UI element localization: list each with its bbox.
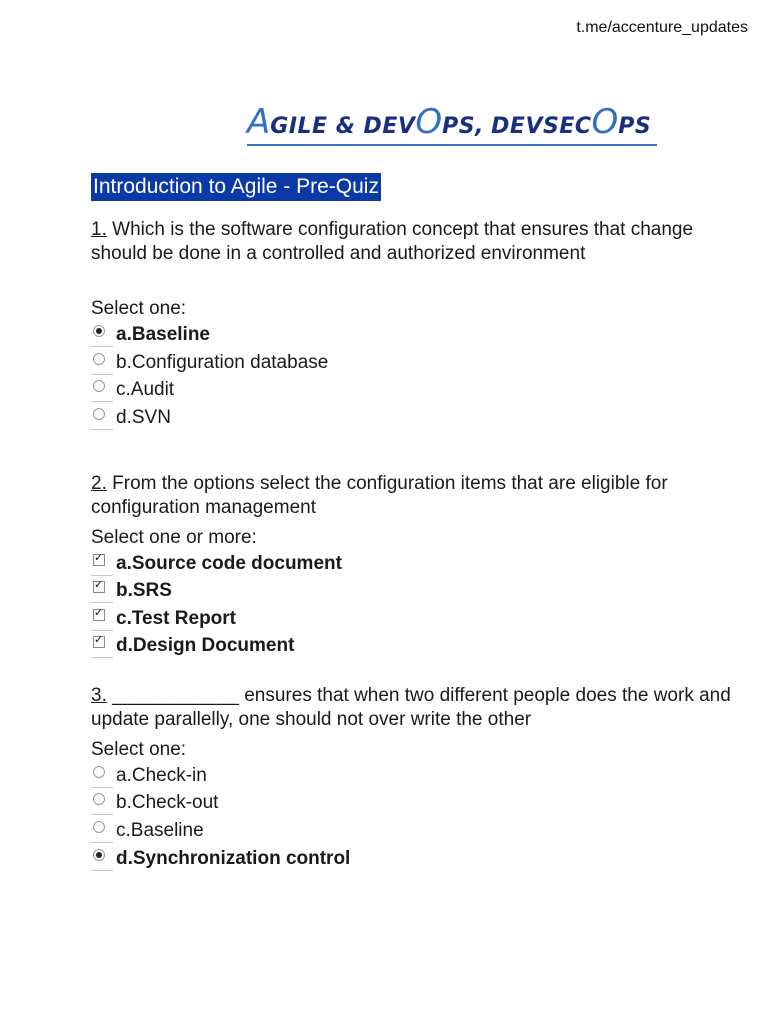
document-title [247,100,657,146]
radio-button[interactable] [91,351,113,375]
question-body: From the options select the configuration items that are eligible for configuration management [91,473,668,518]
title-letter-o: O [415,102,443,142]
q2-option-c[interactable] [91,606,236,632]
title-letter-a: A [247,102,271,142]
option-label: c.Baseline [116,820,204,841]
watermark-link[interactable]: t.me/accenture_updates [576,19,748,36]
option-label: b.Configuration database [116,352,329,373]
radio-button[interactable] [91,819,113,843]
section-banner: Introduction to Agile - Pre-Quiz [91,173,381,201]
checkbox-checked-icon [93,581,105,593]
q3-option-c[interactable] [91,818,204,844]
radio-selected-icon [93,849,105,861]
q3-option-d[interactable] [91,846,350,872]
radio-button[interactable] [91,847,113,871]
question-3-text [91,684,731,732]
option-label: d.Synchronization control [116,848,351,869]
q3-option-a[interactable] [91,763,207,789]
question-body: ____________ ensures that when two different people does the work and update parallelly, one should not over write the other [91,685,731,730]
checkbox[interactable] [91,579,113,603]
q1-option-b[interactable] [91,350,328,376]
question-number: 1. [91,219,107,240]
title-ps-2: PS [618,114,652,139]
q1-option-c[interactable] [91,377,174,403]
radio-button[interactable] [91,406,113,430]
checkbox[interactable] [91,607,113,631]
radio-selected-icon [93,325,105,337]
option-label: a.Source code document [116,553,342,574]
title-separator: , [475,114,492,139]
q1-option-a[interactable] [91,322,210,348]
select-label: Select one: [91,298,187,319]
question-number: 2. [91,473,107,494]
q3-option-b[interactable] [91,790,218,816]
checkbox[interactable] [91,552,113,576]
radio-unselected-icon [93,353,105,365]
checkbox-checked-icon [93,609,105,621]
option-label: c.Test Report [116,608,237,629]
checkbox[interactable] [91,634,113,658]
radio-unselected-icon [93,793,105,805]
option-label: d.SVN [116,407,171,428]
option-label: b.Check-out [116,792,219,813]
title-ps: PS [442,114,476,139]
radio-button[interactable] [91,378,113,402]
radio-button[interactable] [91,764,113,788]
question-2-text [91,472,731,520]
radio-unselected-icon [93,766,105,778]
checkbox-checked-icon [93,636,105,648]
radio-unselected-icon [93,408,105,420]
question-1-text [91,218,731,266]
option-label: c.Audit [116,379,175,400]
option-label: d.Design Document [116,635,295,656]
title-letter-o-2: O [591,102,619,142]
title-devsec: DEVSEC [491,114,592,139]
radio-unselected-icon [93,821,105,833]
q2-option-b[interactable] [91,578,172,604]
option-label: a.Baseline [116,324,210,345]
select-label: Select one or more: [91,527,257,548]
q1-option-d[interactable] [91,405,171,431]
question-number: 3. [91,685,107,706]
title-agile-dev: GILE & DEV [270,114,416,139]
q2-option-a[interactable] [91,551,342,577]
option-label: b.SRS [116,580,172,601]
radio-unselected-icon [93,380,105,392]
q2-option-d[interactable] [91,633,294,659]
checkbox-checked-icon [93,554,105,566]
question-body: Which is the software configuration concept that ensures that change should be done in a controlled and authorized environment [91,219,694,264]
select-label: Select one: [91,739,187,760]
radio-button[interactable] [91,791,113,815]
radio-button[interactable] [91,323,113,347]
option-label: a.Check-in [116,765,207,786]
